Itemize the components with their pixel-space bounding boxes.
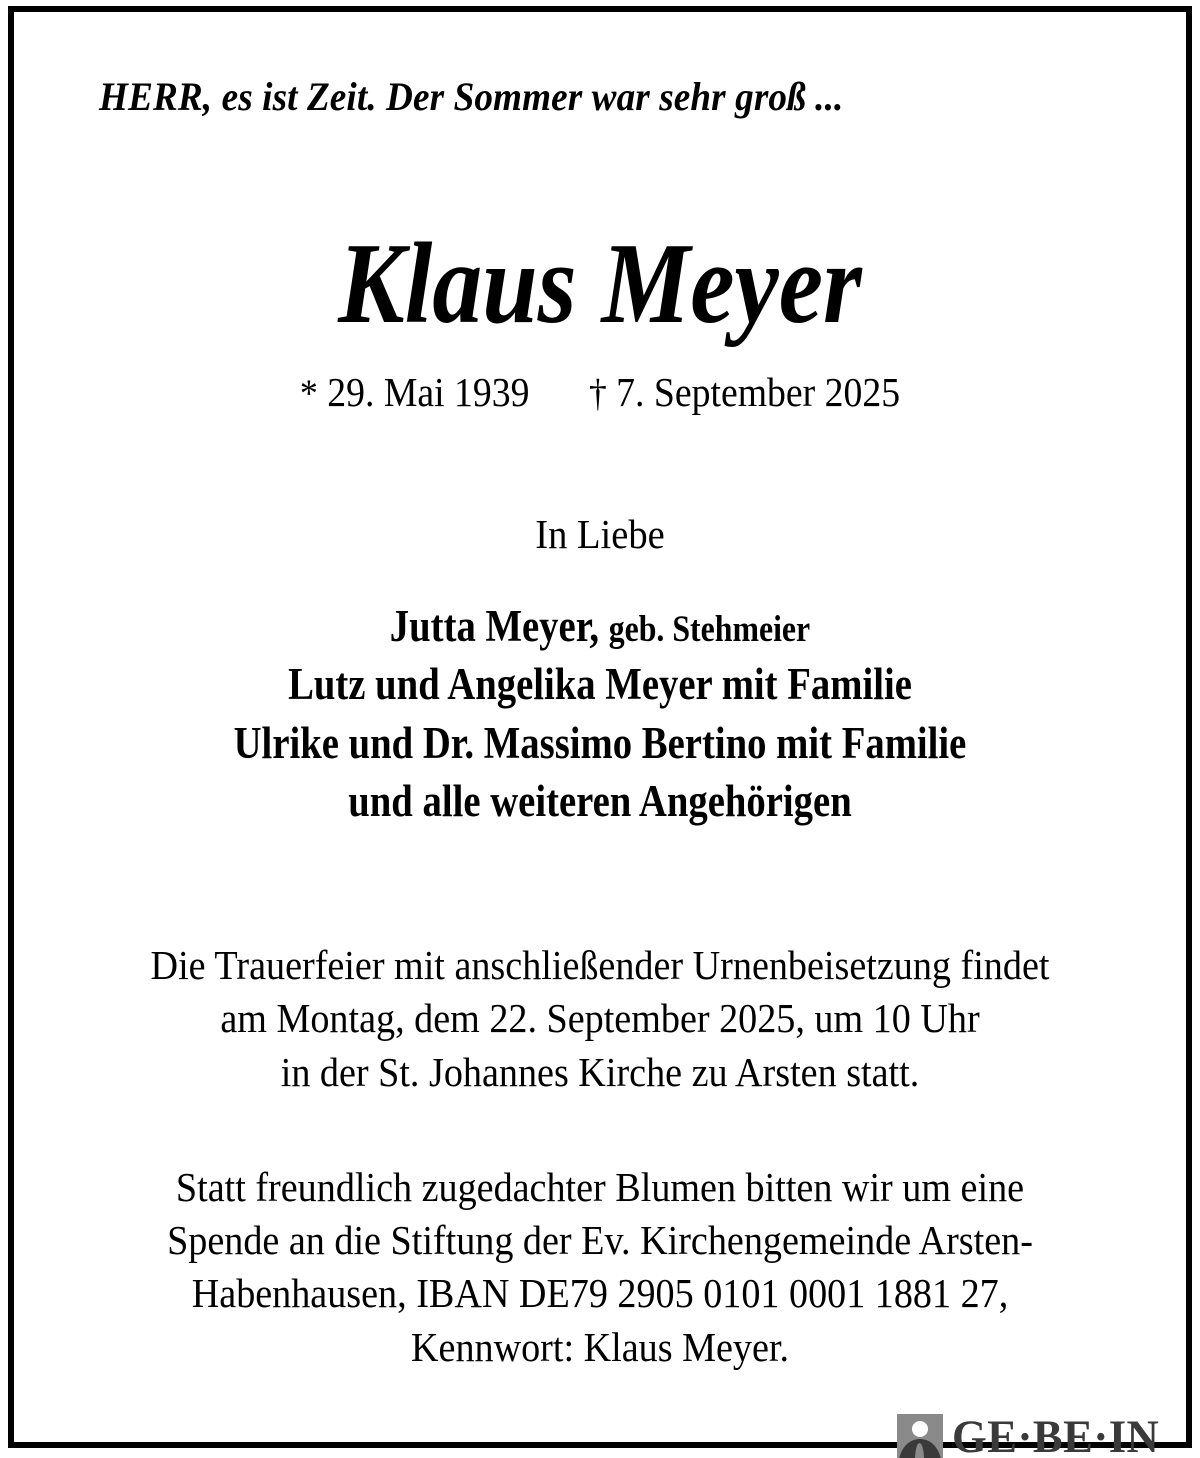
family-names-block xyxy=(60,597,1140,831)
donation-line-keyword: Kennwort: Klaus Meyer. xyxy=(410,1323,790,1370)
gebein-logo-text: GE·BE·IN xyxy=(951,1411,1160,1458)
family-name-line xyxy=(136,597,1065,656)
death-symbol: † xyxy=(588,372,607,415)
ceremony-line: am Montag, dem 22. September 2025, um 10 Uhr xyxy=(220,995,980,1042)
gebein-logo xyxy=(897,1402,1170,1458)
donation-line: Statt freundlich zugedachter Blumen bitten wir um eine xyxy=(175,1163,1025,1210)
family-name-line: und alle weiteren Angehörigen xyxy=(348,776,852,827)
ceremony-line: in der St. Johannes Kirche zu Arsten statt. xyxy=(280,1048,920,1095)
family-name-main: Jutta Meyer, xyxy=(389,600,600,651)
death-date: 7. September 2025 xyxy=(616,369,901,415)
notice-content xyxy=(14,12,1186,1442)
donation-line-iban: Habenhausen, IBAN DE79 2905 0101 0001 1881 27, xyxy=(191,1270,1009,1317)
donation-line: Spende an die Stiftung der Ev. Kirchengemeinde Arsten- xyxy=(167,1217,1033,1264)
figure-head-shape xyxy=(912,1421,928,1437)
ceremony-line: Die Trauerfeier mit anschließender Urnenbeisetzung findet xyxy=(150,941,1050,988)
ceremony-paragraph xyxy=(60,939,1140,1099)
family-name-line: Ulrike und Dr. Massimo Bertino mit Familie xyxy=(233,717,967,768)
birth-symbol: * xyxy=(299,372,318,415)
donation-paragraph xyxy=(60,1161,1140,1374)
deceased-name: Klaus Meyer xyxy=(338,220,862,348)
life-dates xyxy=(103,370,1097,416)
family-name-maiden: geb. Stehmeier xyxy=(608,608,811,650)
birth-date: 29. Mai 1939 xyxy=(327,369,530,415)
memorial-quote: HERR, es ist Zeit. Der Sommer war sehr groß ... xyxy=(99,74,844,119)
gebein-figure-icon xyxy=(897,1414,943,1458)
family-name-line: Lutz und Angelika Meyer mit Familie xyxy=(288,659,912,710)
in-love-label: In Liebe xyxy=(535,510,665,557)
